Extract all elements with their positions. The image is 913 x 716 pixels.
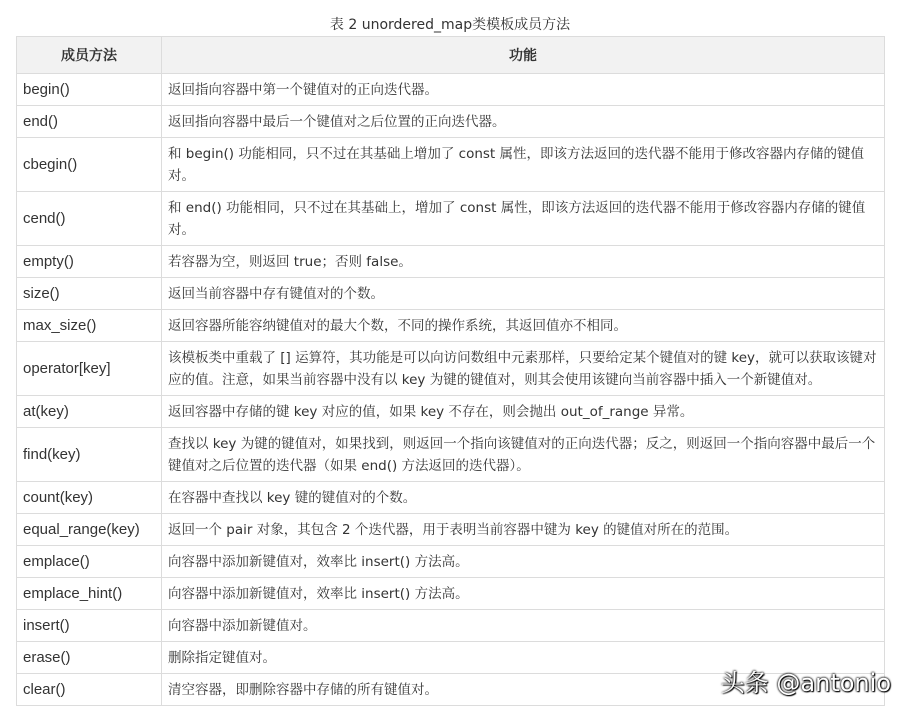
description-cell: 在容器中查找以 key 键的键值对的个数。 (162, 482, 885, 514)
table-header-row (17, 37, 885, 74)
method-cell: max_size() (17, 310, 162, 342)
methods-table-container (16, 36, 884, 706)
description-cell: 向容器中添加新键值对。 (162, 610, 885, 642)
table-row (17, 546, 885, 578)
description-cell: 若容器为空，则返回 true；否则 false。 (162, 246, 885, 278)
method-cell: equal_range(key) (17, 514, 162, 546)
table-row (17, 482, 885, 514)
table-row (17, 514, 885, 546)
method-cell: insert() (17, 610, 162, 642)
table-row (17, 396, 885, 428)
table-row (17, 310, 885, 342)
method-cell: erase() (17, 642, 162, 674)
description-cell: 和 end() 功能相同，只不过在其基础上，增加了 const 属性，即该方法返回的迭代器不能用于修改容器内存储的键值对。 (162, 192, 885, 246)
table-row (17, 428, 885, 482)
table-row (17, 192, 885, 246)
method-cell: find(key) (17, 428, 162, 482)
description-cell: 返回指向容器中最后一个键值对之后位置的正向迭代器。 (162, 106, 885, 138)
table-row (17, 106, 885, 138)
description-cell: 返回指向容器中第一个键值对的正向迭代器。 (162, 74, 885, 106)
watermark: 头条 @antonio (720, 669, 891, 697)
table-row (17, 278, 885, 310)
method-cell: at(key) (17, 396, 162, 428)
header-method: 成员方法 (17, 37, 162, 74)
method-cell: begin() (17, 74, 162, 106)
description-cell: 查找以 key 为键的键值对，如果找到，则返回一个指向该键值对的正向迭代器；反之，则返回一个指向容器中最后一个键值对之后位置的迭代器（如果 end() 方法返回的迭代器）。 (162, 428, 885, 482)
table-row (17, 246, 885, 278)
method-cell: clear() (17, 674, 162, 706)
table-row (17, 342, 885, 396)
method-cell: emplace() (17, 546, 162, 578)
method-cell: size() (17, 278, 162, 310)
method-cell: operator[key] (17, 342, 162, 396)
method-cell: empty() (17, 246, 162, 278)
description-cell: 返回当前容器中存有键值对的个数。 (162, 278, 885, 310)
table-row (17, 578, 885, 610)
table-row (17, 138, 885, 192)
table-row (17, 610, 885, 642)
description-cell: 返回容器所能容纳键值对的最大个数，不同的操作系统，其返回值亦不相同。 (162, 310, 885, 342)
header-function: 功能 (162, 37, 885, 74)
description-cell: 该模板类中重载了 [] 运算符，其功能是可以向访问数组中元素那样，只要给定某个键值对的键 key，就可以获取该键对应的值。注意，如果当前容器中没有以 key 为键的键值对，则其会使用该键向当前容器中插入一个新键值对。 (162, 342, 885, 396)
method-cell: count(key) (17, 482, 162, 514)
description-cell: 向容器中添加新键值对，效率比 insert() 方法高。 (162, 578, 885, 610)
table-row (17, 74, 885, 106)
description-cell: 返回一个 pair 对象，其包含 2 个迭代器，用于表明当前容器中键为 key 的键值对所在的范围。 (162, 514, 885, 546)
method-cell: cbegin() (17, 138, 162, 192)
description-cell: 清空容器，即删除容器中存储的所有键值对。 (162, 674, 885, 706)
description-cell: 和 begin() 功能相同，只不过在其基础上增加了 const 属性，即该方法返回的迭代器不能用于修改容器内存储的键值对。 (162, 138, 885, 192)
table-caption: 表 2 unordered_map类模板成员方法 (329, 17, 571, 33)
method-cell: cend() (17, 192, 162, 246)
description-cell: 返回容器中存储的键 key 对应的值，如果 key 不存在，则会抛出 out_of_range 异常。 (162, 396, 885, 428)
methods-table (16, 36, 885, 706)
method-cell: end() (17, 106, 162, 138)
method-cell: emplace_hint() (17, 578, 162, 610)
description-cell: 向容器中添加新键值对，效率比 insert() 方法高。 (162, 546, 885, 578)
description-cell: 删除指定键值对。 (162, 642, 885, 674)
